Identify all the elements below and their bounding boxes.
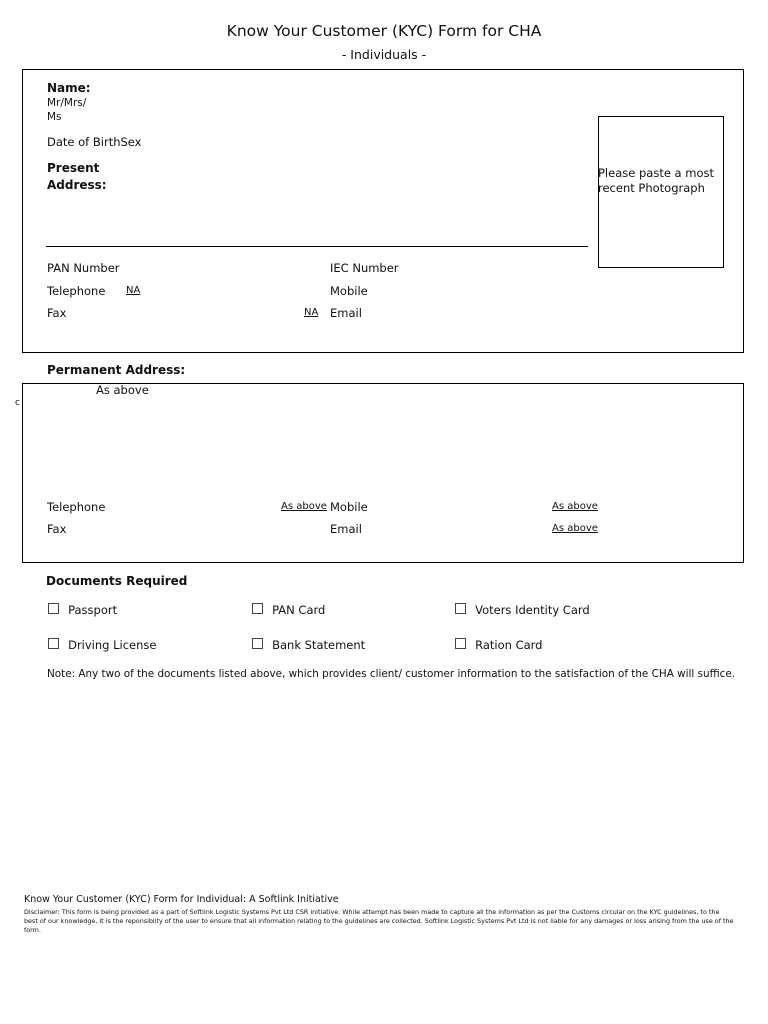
documents-title: Documents Required <box>46 574 188 588</box>
permanent-mobile-value: As above <box>552 501 598 512</box>
address-underline <box>46 246 588 247</box>
bank-statement-checkbox[interactable] <box>252 638 263 649</box>
telephone-label: Telephone <box>47 284 106 298</box>
doc-voters-id[interactable] <box>455 599 590 618</box>
doc-passport[interactable] <box>48 599 117 618</box>
footer-title: Know Your Customer (KYC) Form for Individual: A Softlink Initiative <box>24 894 339 905</box>
fax-value: NA <box>304 307 319 318</box>
email-label: Email <box>330 306 362 320</box>
stray-char: c <box>15 398 20 408</box>
permanent-address-value: As above <box>96 383 149 397</box>
permanent-telephone-label: Telephone <box>47 500 106 514</box>
bank-statement-label: Bank Statement <box>272 638 366 652</box>
doc-pan-card[interactable] <box>252 599 325 618</box>
doc-bank-statement[interactable] <box>252 634 365 653</box>
photo-instructions <box>598 166 724 196</box>
photo-text-line1: Please paste a most <box>598 166 714 180</box>
mobile-label: Mobile <box>330 284 368 298</box>
permanent-telephone-value: As above <box>281 501 327 512</box>
name-label: Name: <box>47 81 91 95</box>
dob-sex-label: Date of BirthSex <box>47 135 142 149</box>
doc-ration-card[interactable] <box>455 634 542 653</box>
form-subtitle: - Individuals - <box>341 47 427 62</box>
permanent-email-label: Email <box>330 522 362 536</box>
permanent-divider <box>22 352 744 353</box>
iec-number-label: IEC Number <box>330 261 399 275</box>
driving-license-label: Driving License <box>68 638 157 652</box>
permanent-mobile-label: Mobile <box>330 500 368 514</box>
present-address-label-line1: Present <box>47 161 100 175</box>
permanent-fax-label: Fax <box>47 522 67 536</box>
doc-driving-license[interactable] <box>48 634 156 653</box>
voters-id-label: Voters Identity Card <box>475 603 590 617</box>
ration-card-label: Ration Card <box>475 638 543 652</box>
ration-card-checkbox[interactable] <box>455 638 466 649</box>
footer-disclaimer: Disclaimer: This form is being provided as a part of Softlink Logistic Systems Pvt Ltd CSR initiative. While attempt has been made to capture all the information as per the Customs circular on the KYC guidelines, to the best of our knowledge, it is the reponsiblity of the user to ensure that all information relating to the guidelines are collected. Softlink Logistic Systems Pvt Ltd is not liable for any damages or loss arising from the use of the form. <box>24 908 734 934</box>
permanent-details-section <box>22 383 744 563</box>
photo-text-line2: recent Photograph <box>598 181 705 195</box>
passport-checkbox[interactable] <box>48 603 59 614</box>
permanent-email-value: As above <box>552 523 598 534</box>
driving-license-checkbox[interactable] <box>48 638 59 649</box>
documents-note: Note: Any two of the documents listed above, which provides client/ customer information to the satisfaction of the CHA will suffice. <box>47 668 736 680</box>
permanent-address-label: Permanent Address: <box>47 363 186 377</box>
telephone-value: NA <box>126 285 141 296</box>
salutation-label-line2: Ms <box>47 111 62 123</box>
pan-number-label: PAN Number <box>47 261 120 275</box>
passport-label: Passport <box>68 603 118 617</box>
salutation-label-line1: Mr/Mrs/ <box>47 97 87 109</box>
voters-id-checkbox[interactable] <box>455 603 466 614</box>
fax-label: Fax <box>47 306 67 320</box>
pan-card-label: PAN Card <box>272 603 326 617</box>
form-title: Know Your Customer (KYC) Form for CHA <box>226 22 542 40</box>
present-address-label-line2: Address: <box>47 178 107 192</box>
pan-card-checkbox[interactable] <box>252 603 263 614</box>
